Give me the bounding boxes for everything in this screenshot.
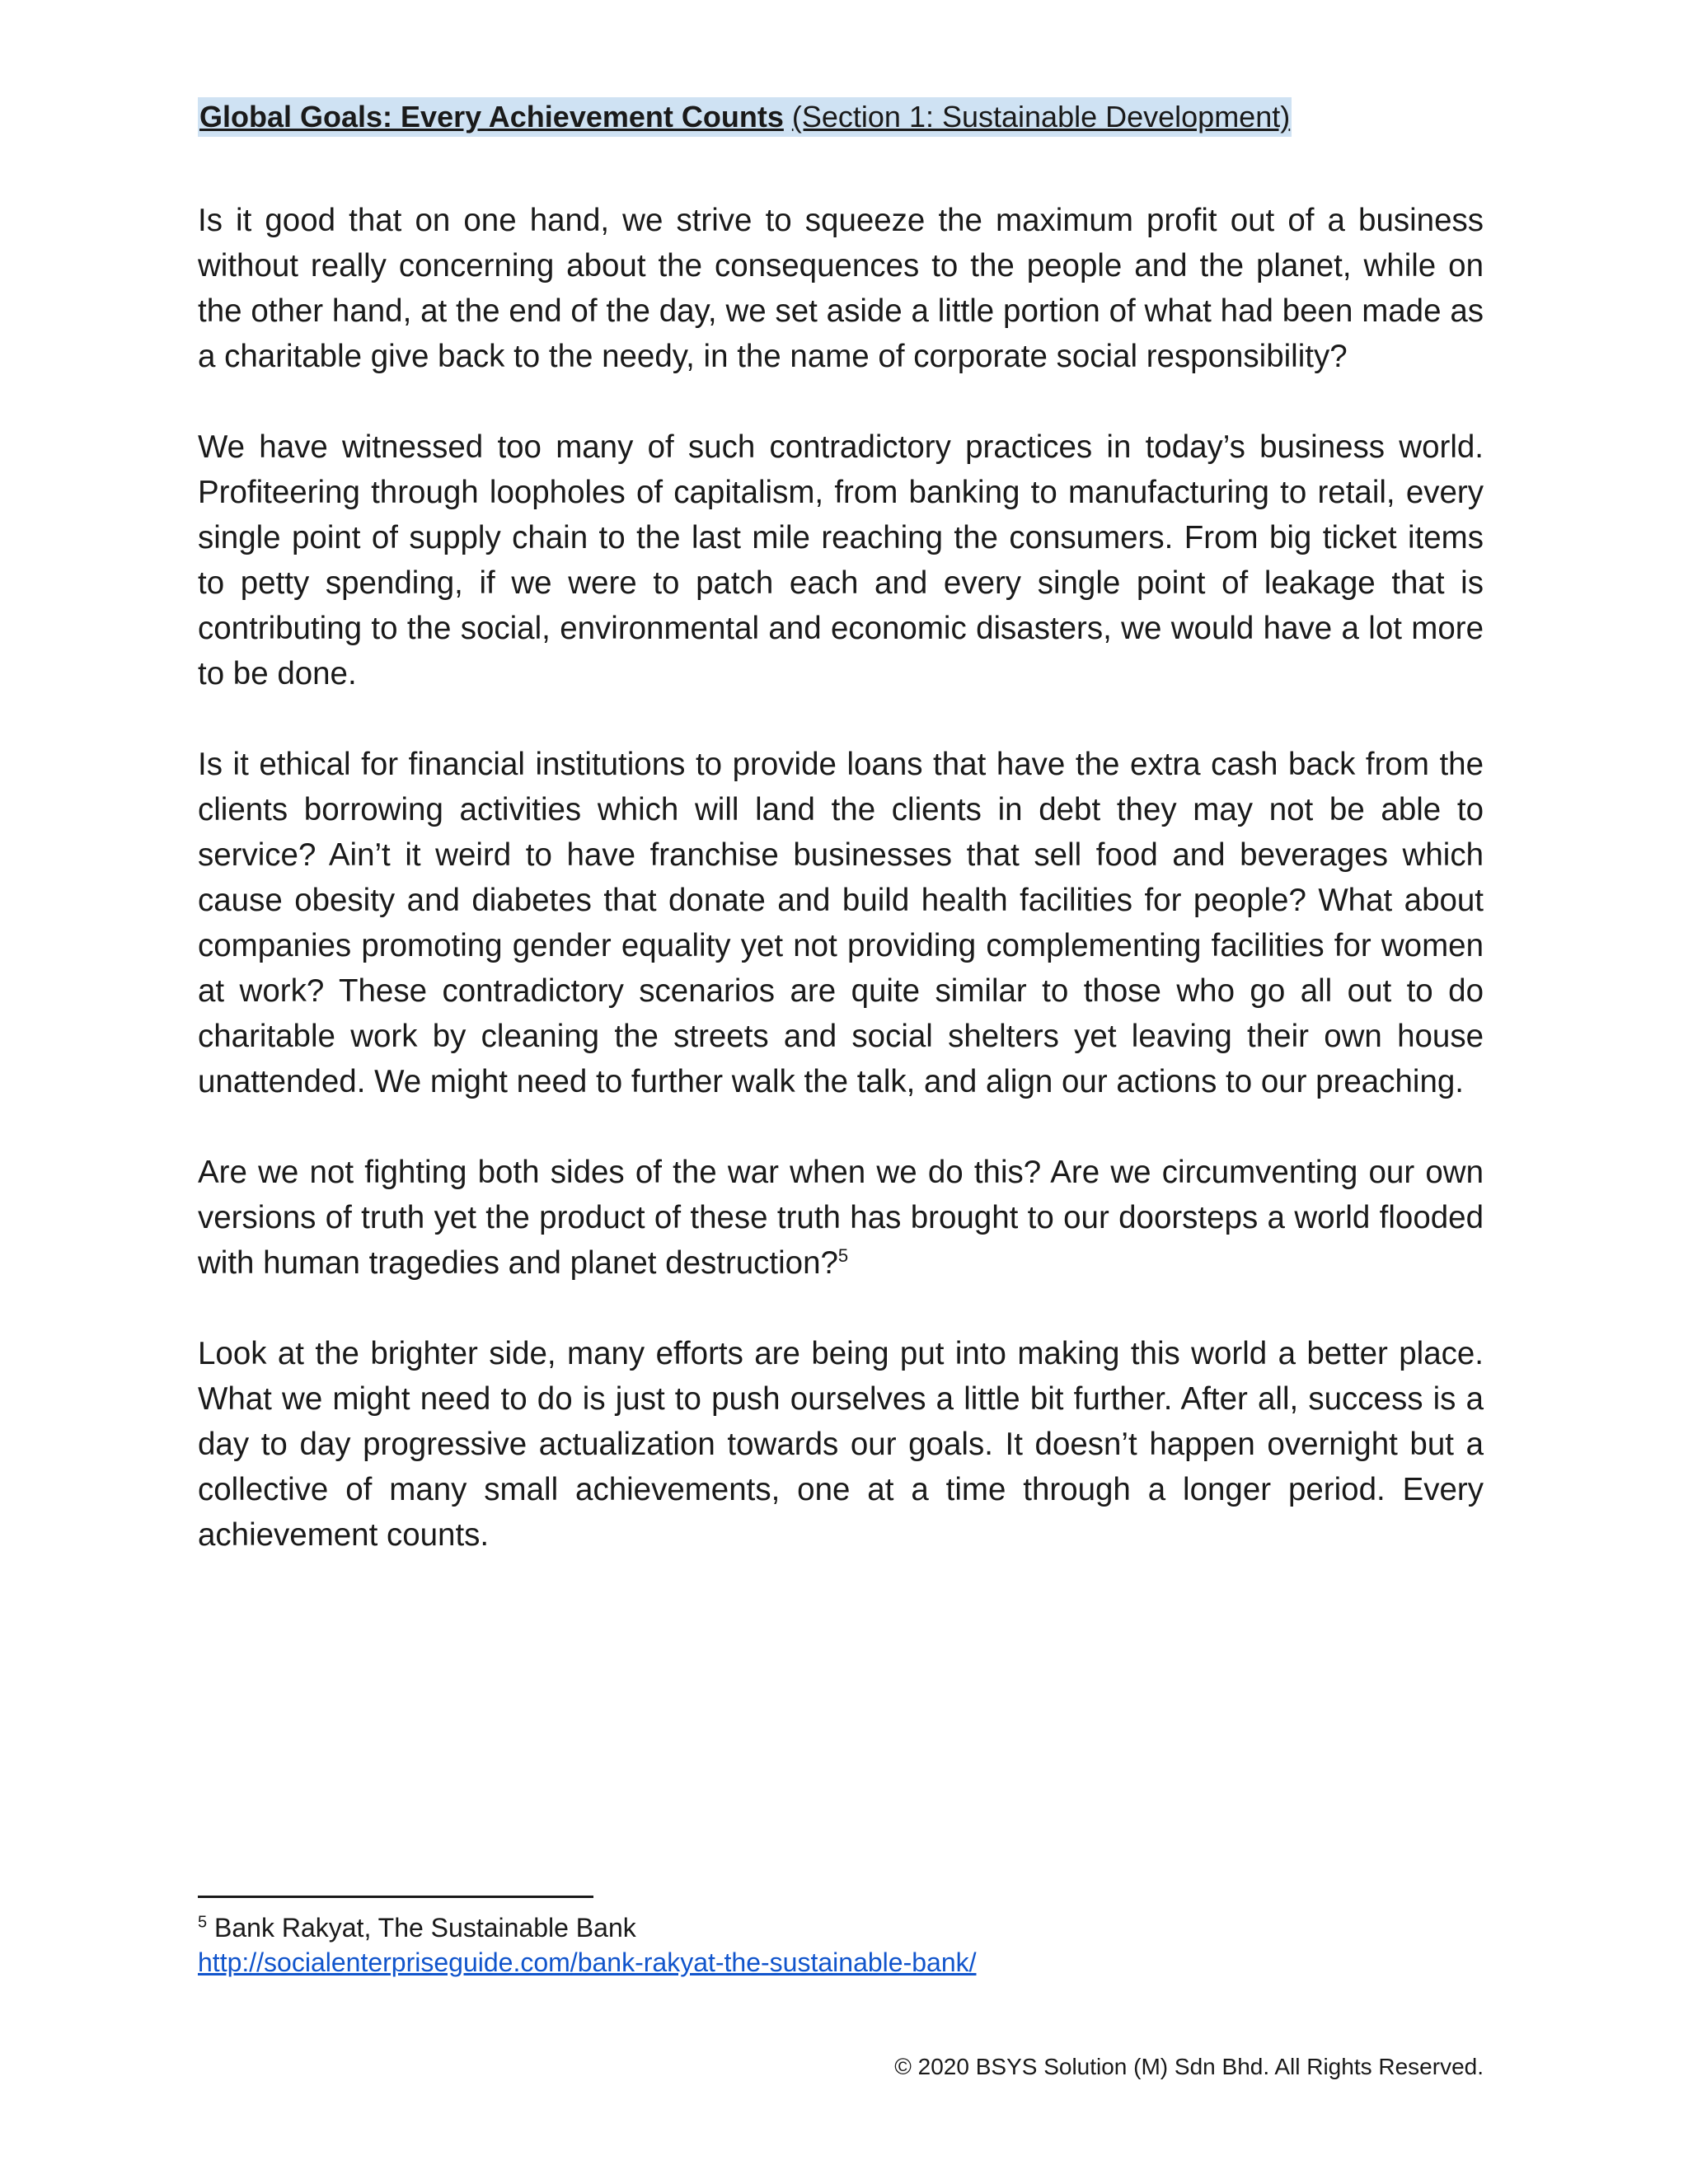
footnote-line [198, 1910, 977, 1945]
paragraph-3: Is it ethical for financial institutions to provide loans that have the extra cash back from the clients borrowing activities which will land the clients in debt they may not be able to service? Ain’t it weird to have franchise businesses that sell food and beverages which cause obesity and diabetes that donate and build health facilities for people? What about companies promoting gender equality yet not providing complementing facilities for women at work? These contradictory scenarios are quite similar to those who go all out to do charitable work by cleaning the streets and social shelters yet leaving their own house unattended. We might need to further walk the talk, and align our actions to our preaching. [198, 747, 1484, 1099]
footnote-number: 5 [198, 1913, 208, 1932]
copyright-notice: © 2020 BSYS Solution (M) Sdn Bhd. All Rights Reserved. [894, 2054, 1484, 2079]
footnote-text: Bank Rakyat, The Sustainable Bank [214, 1913, 636, 1943]
paragraph-5: Look at the brighter side, many efforts are being put into making this world a better place. What we might need to do is just to push ourselves a little bit further. After all, success is a day to day progressive actualization towards our goals. It doesn’t happen overnight but a collective of many small achievements, one at a time through a longer period. Every achievement counts. [198, 1336, 1484, 1553]
paragraph-2: We have witnessed too many of such contradictory practices in today’s business world. Profiteering through loopholes of capitalism, from banking to manufacturing to retail, every single point of supply chain to the last mile reaching the consumers. From big ticket items to petty spending, if we were to patch each and every single point of leakage that is contributing to the social, environmental and economic disasters, we would have a lot more to be done. [198, 429, 1484, 691]
footnote-reference[interactable]: 5 [837, 1245, 849, 1267]
paragraph-1: Is it good that on one hand, we strive to squeeze the maximum profit out of a business without really concerning about the consequences to the people and the planet, while on the other hand, at the end of the day, we set aside a little portion of what had been made as a charitable give back to the needy, in the name of corporate social responsibility? [198, 203, 1484, 374]
heading-section: (Section 1: Sustainable Development) [791, 100, 1291, 134]
paragraph-4 [198, 1150, 1484, 1286]
document-heading [198, 97, 1292, 137]
footnote-divider [198, 1896, 593, 1898]
paragraph-4-text: Are we not fighting both sides of the war when we do this? Are we circumventing our own versions of truth yet the product of these truth has brought to our doorsteps a world flooded with human tragedies and planet destruction? [198, 1155, 1484, 1281]
footnote-link[interactable]: http://socialenterpriseguide.com/bank-rakyat-the-sustainable-bank/ [198, 1947, 977, 1977]
document-body [198, 198, 1484, 1603]
footnote [198, 1910, 977, 1980]
heading-title: Global Goals: Every Achievement Counts [199, 100, 784, 134]
